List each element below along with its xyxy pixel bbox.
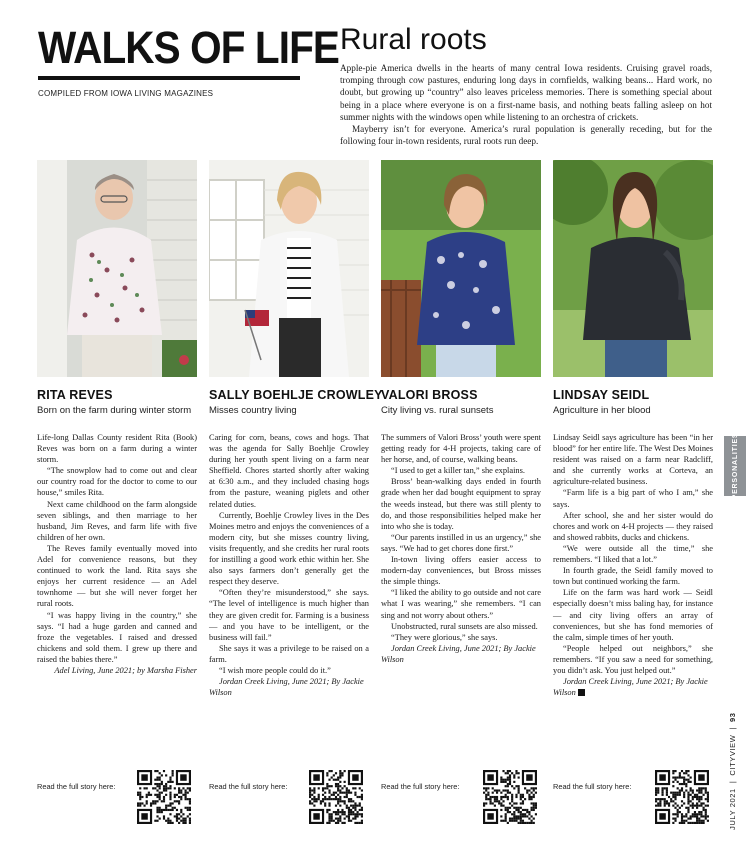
- intro-paragraph: Mayberry isn’t for everyone. America’s rural population is generally receding, but for the following four in-town residents, rural roots run deep.: [340, 124, 712, 147]
- read-full-story-label: Read the full story here:: [209, 782, 288, 791]
- body-paragraph: Currently, Boehlje Crowley lives in the Des Moines metro and enjoys the conveniences of a modern city, but she misses country living, visits frequently, and she credits her rural roots for instilling a good work ethic within her. She also says farmers don’t generally get the respect they deserve.: [209, 510, 369, 587]
- read-full-story-label: Read the full story here:: [381, 782, 460, 791]
- source-credit: Jordan Creek Living, June 2021; By Jackie Wilson: [209, 677, 364, 698]
- profile-subhead: Misses country living: [209, 405, 297, 416]
- qr-code-icon[interactable]: [309, 770, 363, 824]
- body-paragraph: In-town living offers easier access to modern-day conveniences, but Bross misses the simple things.: [381, 555, 541, 587]
- section-title: WALKS OF LIFE: [38, 22, 340, 73]
- profile-name: RITA REVES: [37, 388, 113, 402]
- profile-name: VALORI BROSS: [381, 388, 478, 402]
- read-full-story-label: Read the full story here:: [553, 782, 632, 791]
- profile-name: LINDSAY SEIDL: [553, 388, 650, 402]
- end-mark-icon: [578, 689, 585, 696]
- qr-code-icon[interactable]: [655, 770, 709, 824]
- section-subtitle: COMPILED FROM IOWA LIVING MAGAZINES: [38, 89, 214, 98]
- body-paragraph: Unobstructed, rural sunsets are also missed.: [391, 621, 538, 631]
- article-headline: Rural roots: [340, 23, 487, 56]
- body-paragraph: “Often they’re misunderstood,” she says. “The level of intelligence is much higher than they are given credit for. Farming is a business — and you have to be intelligent, or the business will fail.”: [209, 588, 369, 642]
- body-paragraph: “Our parents instilled in us an urgency,” she says. “We had to get chores done first.”: [381, 532, 541, 553]
- profile-subhead: Agriculture in her blood: [553, 405, 651, 416]
- photo-sally-boehlje-crowley: [209, 160, 369, 377]
- body-paragraph: Bross’ bean-walking days ended in fourth grade when her dad bought equipment to spray the weeds instead, but there was still plenty to do, and those responsibilities helped make her into who she is today.: [381, 477, 541, 531]
- body-paragraph: “The snowplow had to come out and clear our country road for the doctor to come to our house,” smiles Rita.: [37, 466, 197, 498]
- body-paragraph: Life-long Dallas County resident Rita (Book) Reves was born on a farm during a winter storm.: [37, 433, 197, 465]
- profile-subhead: City living vs. rural sunsets: [381, 405, 494, 416]
- read-full-story-label: Read the full story here:: [37, 782, 116, 791]
- section-tab-label: PERSONALITIES: [731, 432, 739, 500]
- body-paragraph: The Reves family eventually moved into Adel for convenience reasons, but they continued to work the land. Rita says she enjoys her current residence — an Adel townhome — but she will never forget her rural roots.: [37, 543, 197, 609]
- profile-column-sally-boehlje-crowley: [209, 432, 369, 698]
- source-credit-text: Jordan Creek Living, June 2021; By Jackie Wilson: [553, 677, 708, 698]
- body-paragraph: “People helped out neighbors,” she remembers. “If you saw a need for something, you didn’t ask. You just helped out.”: [553, 643, 713, 675]
- body-paragraph: In fourth grade, the Seidl family moved to town but continued working the farm.: [553, 566, 713, 587]
- folio-publication: CITYVIEW: [727, 734, 737, 776]
- page-number: 93: [727, 712, 737, 722]
- masthead: [38, 22, 340, 98]
- photo-valori-bross: [381, 160, 541, 377]
- body-paragraph: Caring for corn, beans, cows and hogs. That was the agenda for Sally Boehlje Crowley during her youth spent living on a farm near Sheffield. Chores started shortly after waking at 6:30 a.m., and they included chasing hogs from the pasture, weaning piglets and other related duties.: [209, 433, 369, 509]
- body-paragraph: “I liked the ability to go outside and not care what I was wearing,” she remembers. “I can sing and not worry about others.”: [381, 588, 541, 620]
- source-credit: [553, 676, 713, 698]
- qr-code-icon[interactable]: [137, 770, 191, 824]
- intro-paragraph: Apple-pie America dwells in the hearts of many central Iowa residents. Cruising gravel roads, tromping through cow pastures, enduring long days in cornfields, walking beans... Hard work, no doubt, but growing up “country” also leaves priceless memories. There is something special about being in a place where everyone is on a first-name basis, and nothing beats falling asleep on hot summer nights with the windows open while listening to an orchestra of crickets.: [340, 63, 712, 122]
- folio-separator: |: [727, 780, 737, 784]
- qr-code-icon[interactable]: [483, 770, 537, 824]
- body-paragraph: “We were outside all the time,” she remembers. “I liked that a lot.”: [553, 543, 713, 565]
- body-paragraph: “I wish more people could do it.”: [219, 665, 331, 675]
- source-credit: Adel Living, June 2021; by Marsha Fisher: [54, 665, 197, 675]
- body-paragraph: “I used to get a killer tan,” she explains.: [391, 466, 525, 476]
- profile-subhead: Born on the farm during winter storm: [37, 405, 192, 416]
- body-paragraph: “Farm life is a big part of who I am,” she says.: [553, 488, 713, 509]
- photo-rita-reves: [37, 160, 197, 377]
- body-paragraph: Lindsay Seidl says agriculture has been “in her blood” for her entire life. The West Des Moines resident was raised on a farm near Radcliff, and she currently works at Corteva, an agriculture-related business.: [553, 433, 713, 487]
- body-paragraph: “I was happy living in the country,” she says. “I had a huge garden and canned and froze the vegetables. I raised and dressed chickens and sold them. I grew up there and raised the babies there.”: [37, 610, 197, 664]
- page-folio: [722, 712, 742, 830]
- body-paragraph: She says it was a privilege to be raised on a farm.: [209, 643, 369, 664]
- article-intro: [340, 62, 712, 147]
- folio-separator: |: [727, 726, 737, 730]
- source-credit: Jordan Creek Living, June 2021; By Jackie Wilson: [381, 643, 536, 664]
- body-paragraph: Life on the farm was hard work — Seidl especially doesn’t miss baling hay, for instance — and city living offers an array of conveniences, but she has fond memories of the calm, simple times of her youth.: [553, 588, 713, 642]
- photo-lindsay-seidl: [553, 160, 713, 377]
- profile-column-rita-reves: [37, 432, 197, 676]
- masthead-rule: [38, 76, 300, 80]
- body-paragraph: “They were glorious,” she says.: [391, 632, 498, 642]
- profile-name: SALLY BOEHLJE CROWLEY: [209, 388, 383, 402]
- body-paragraph: The summers of Valori Bross’ youth were spent getting ready for 4-H projects, taking care of her horse, and, of course, walking beans.: [381, 433, 541, 465]
- profile-column-lindsay-seidl: [553, 432, 713, 698]
- body-paragraph: After school, she and her sister would do chores and work on 4-H projects — they raised and showed rabbits, ducks and chickens.: [553, 510, 713, 542]
- profile-column-valori-bross: [381, 432, 541, 665]
- body-paragraph: Next came childhood on the farm alongside seven siblings, and then marriage to her husband, Jim Reves, and farm life with five children of her own.: [37, 499, 197, 542]
- folio-date: JULY 2021: [727, 788, 737, 830]
